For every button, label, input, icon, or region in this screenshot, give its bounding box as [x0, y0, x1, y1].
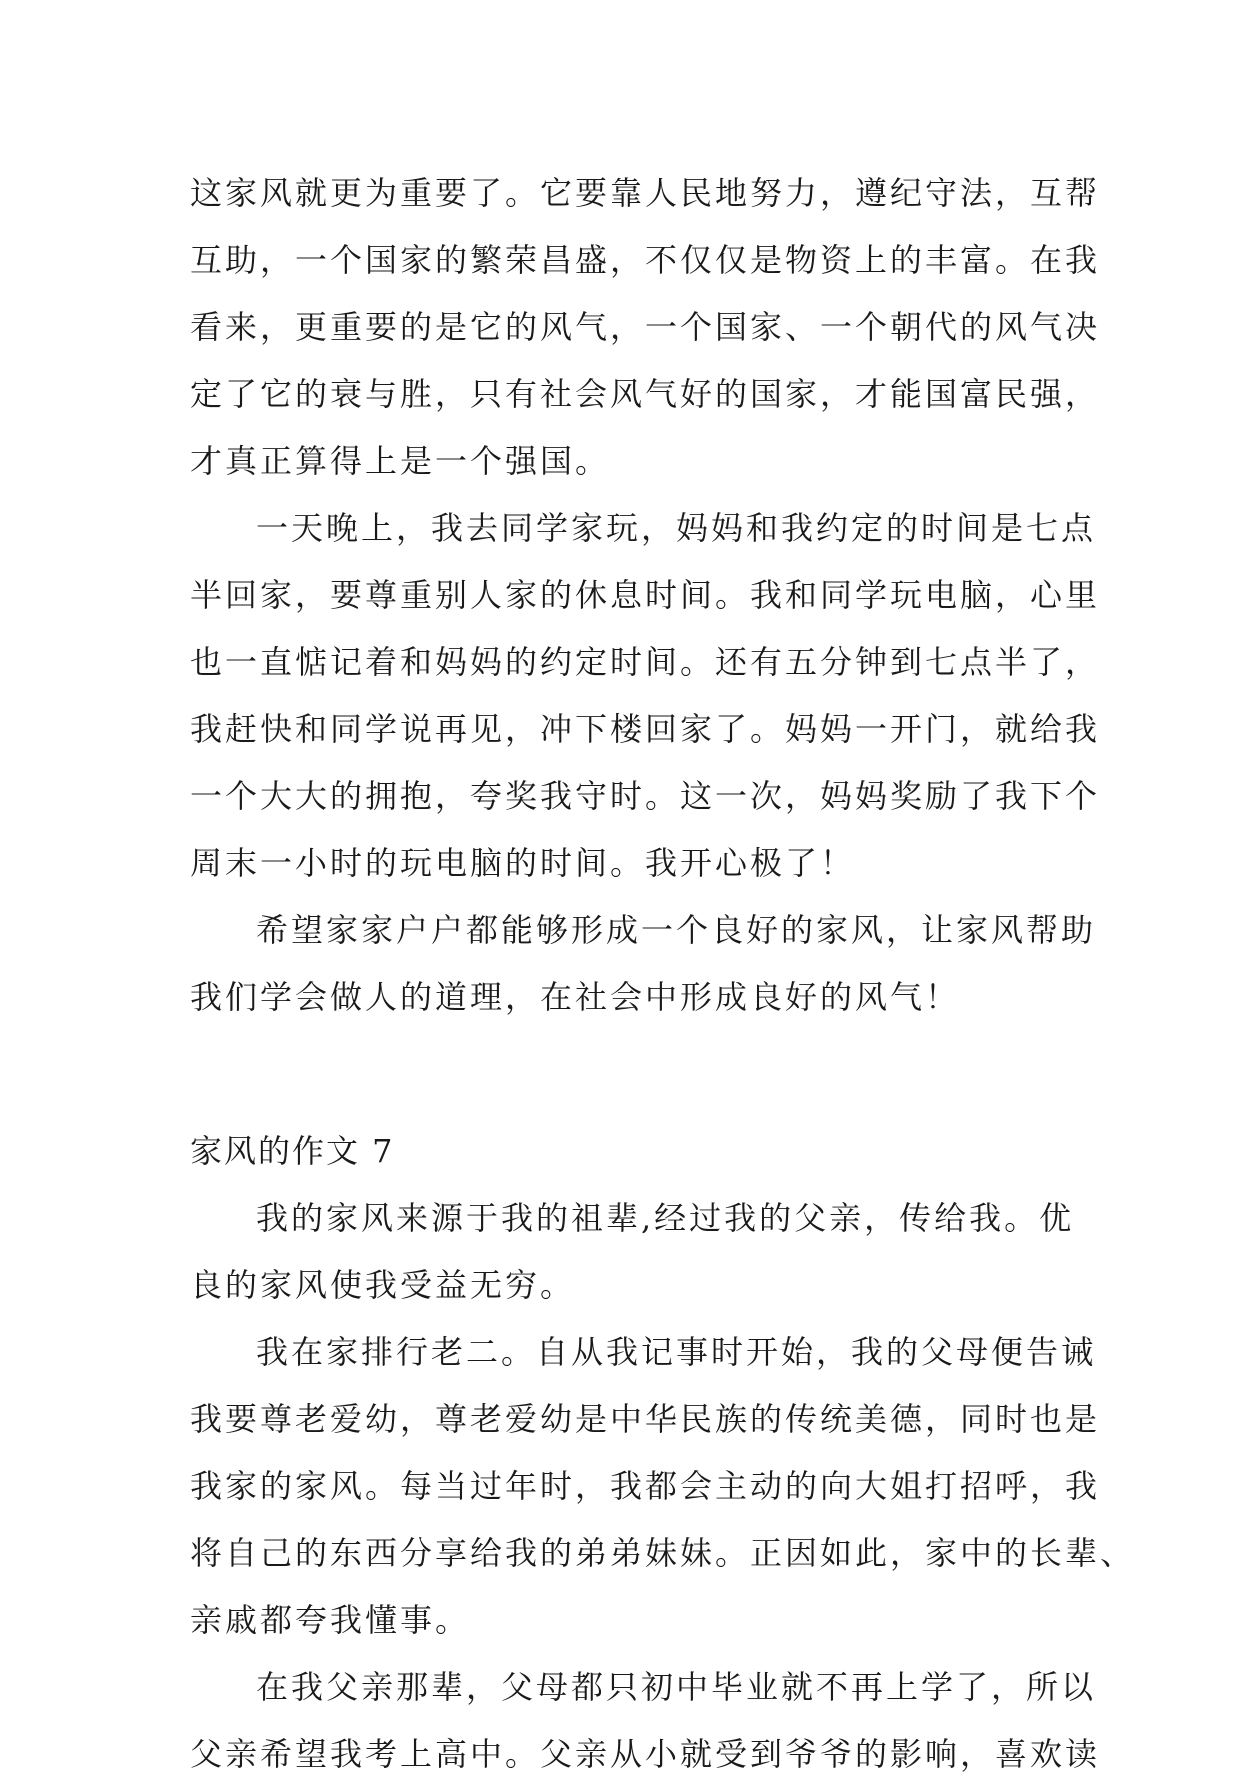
- text-line: 一个大大的拥抱，夸奖我守时。这一次，妈妈奖励了我下个: [190, 777, 1101, 815]
- text-line: 这家风就更为重要了。它要靠人民地努力，遵纪守法，互帮: [190, 174, 1101, 212]
- text-line: 我的家风来源于我的祖辈,经过我的父亲，传给我。优: [256, 1199, 1075, 1237]
- text-line: 一天晚上，我去同学家玩，妈妈和我约定的时间是七点: [256, 509, 1097, 547]
- text-line: 我要尊老爱幼，尊老爱幼是中华民族的传统美德，同时也是: [190, 1400, 1101, 1438]
- text-line: 定了它的衰与胜，只有社会风气好的国家，才能国富民强，: [190, 375, 1101, 413]
- text-line: 亲戚都夸我懂事。: [190, 1601, 471, 1639]
- text-line: 看来，更重要的是它的风气，一个国家、一个朝代的风气决: [190, 308, 1101, 346]
- text-line: 半回家，要尊重别人家的休息时间。我和同学玩电脑，心里: [190, 576, 1101, 614]
- text-line: 我赶快和同学说再见，冲下楼回家了。妈妈一开门，就给我: [190, 710, 1101, 748]
- text-line: 在我父亲那辈，父母都只初中毕业就不再上学了，所以: [256, 1668, 1097, 1706]
- text-line: 我们学会做人的道理，在社会中形成良好的风气！: [190, 978, 961, 1016]
- text-line: 父亲希望我考上高中。父亲从小就受到爷爷的影响，喜欢读: [190, 1735, 1101, 1773]
- paragraph: [190, 495, 1101, 897]
- text-line: 周末一小时的玩电脑的时间。我开心极了！: [190, 844, 856, 882]
- section-heading: 家风的作文 7: [190, 1132, 395, 1170]
- text-line: 我家的家风。每当过年时，我都会主动的向大姐打招呼，我: [190, 1467, 1101, 1505]
- paragraph: [190, 897, 1097, 1031]
- paragraph: [190, 1654, 1101, 1788]
- text-line: 希望家家户户都能够形成一个良好的家风，让家风帮助: [256, 911, 1097, 949]
- text-line: 良的家风使我受益无穷。: [190, 1266, 576, 1304]
- document-body: [190, 160, 1136, 1788]
- text-line: 也一直惦记着和妈妈的约定时间。还有五分钟到七点半了，: [190, 643, 1101, 681]
- paragraph-continuation: [190, 160, 1101, 495]
- text-line: 我在家排行老二。自从我记事时开始，我的父母便告诫: [256, 1333, 1097, 1371]
- text-line: 才真正算得上是一个强国。: [190, 442, 611, 480]
- text-line: 将自己的东西分享给我的弟弟妹妹。正因如此，家中的长辈、: [190, 1534, 1136, 1572]
- text-line: 互助，一个国家的繁荣昌盛，不仅仅是物资上的丰富。在我: [190, 241, 1101, 279]
- section-gap: [190, 1031, 1050, 1118]
- paragraph: [190, 1185, 1075, 1319]
- paragraph: [190, 1319, 1136, 1654]
